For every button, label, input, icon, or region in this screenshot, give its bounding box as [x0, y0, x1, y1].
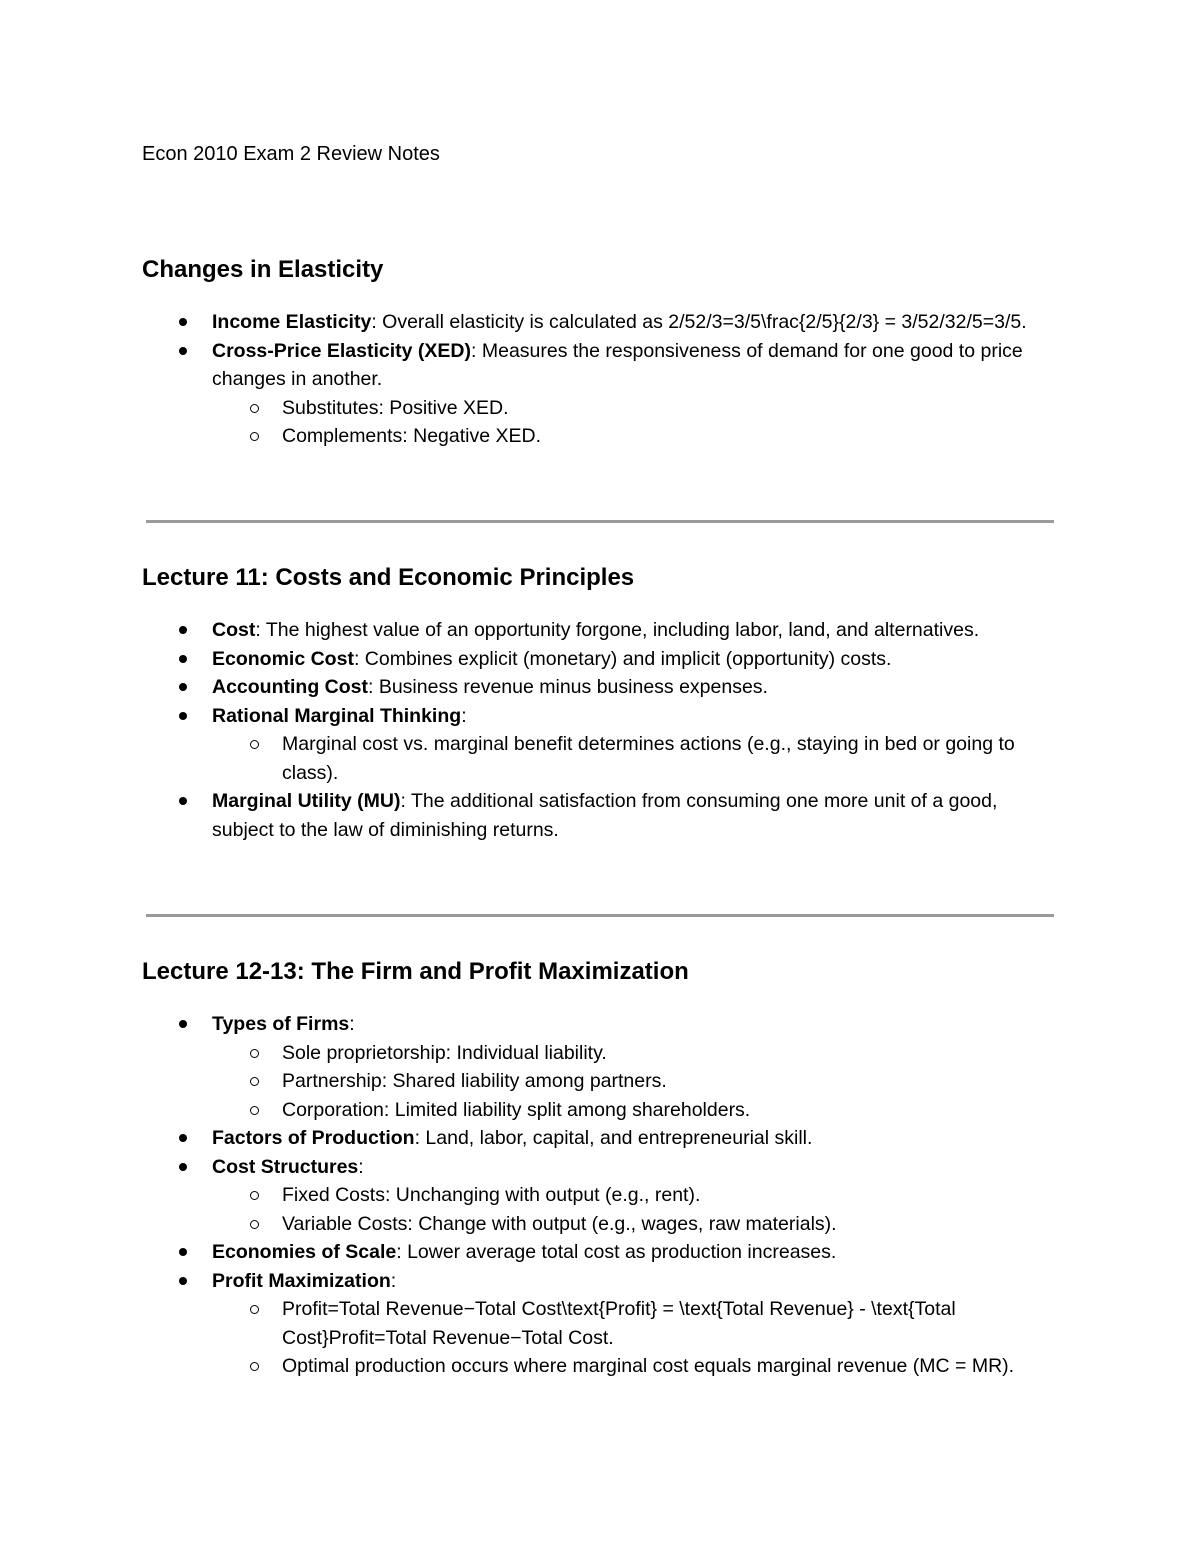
- sub-item: Marginal cost vs. marginal benefit determines actions (e.g., staying in bed or going to class).: [212, 730, 1058, 787]
- horizontal-divider: [146, 914, 1054, 917]
- sub-item: Complements: Negative XED.: [212, 422, 1058, 451]
- sub-list: [212, 1295, 1058, 1381]
- section-heading: Lecture 11: Costs and Economic Principles: [142, 564, 635, 591]
- definition: : Overall elasticity is calculated as 2/52/3=3/5\frac{2/5}{2/3} = 3/52/32/5=3/5.: [371, 311, 1027, 333]
- document-title: Econ 2010 Exam 2 Review Notes: [142, 143, 440, 165]
- sub-item: Substitutes: Positive XED.: [212, 394, 1058, 423]
- list-item: [142, 616, 1058, 645]
- section-changes-in-elasticity: [142, 254, 1058, 451]
- definition: :: [358, 1155, 364, 1178]
- bullet-list: [142, 308, 1058, 451]
- bullet-list: [142, 1010, 1058, 1381]
- sub-item: Partnership: Shared liability among partners.: [212, 1067, 1058, 1096]
- list-item: [142, 1153, 1058, 1239]
- term: Cost Structures: [212, 1155, 359, 1178]
- sub-item: Corporation: Limited liability split among shareholders.: [212, 1096, 1058, 1125]
- term: Economic Cost: [212, 647, 354, 670]
- definition: :: [390, 1269, 397, 1292]
- definition: :: [349, 1013, 355, 1035]
- definition: :: [461, 704, 467, 727]
- section-heading: Lecture 12-13: The Firm and Profit Maximization: [142, 958, 689, 985]
- list-item: [142, 787, 1058, 844]
- sub-list: [212, 394, 1058, 451]
- term: Accounting Cost: [212, 676, 368, 698]
- sub-list: [212, 730, 1058, 787]
- definition: : Measures the responsiveness of demand for one good to price changes in another.: [212, 339, 1023, 390]
- definition: : Business revenue minus business expenses.: [368, 676, 768, 698]
- definition: : Land, labor, capital, and entrepreneurial skill.: [414, 1127, 813, 1149]
- sub-list: [212, 1039, 1058, 1125]
- sub-item: Optimal production occurs where marginal cost equals marginal revenue (MC = MR).: [212, 1352, 1058, 1381]
- term: Profit Maximization: [212, 1269, 391, 1292]
- section-heading: Changes in Elasticity: [142, 256, 384, 283]
- sub-list: [212, 1181, 1058, 1238]
- sub-item: Profit=Total Revenue−Total Cost\text{Profit} = \text{Total Revenue} - \text{Total Cost}Profit=Total Revenue−Total Cost.: [212, 1295, 1058, 1352]
- list-item: [142, 673, 1058, 702]
- term: Cost: [212, 619, 256, 641]
- term: Factors of Production: [212, 1127, 415, 1149]
- term: Marginal Utility (MU): [212, 790, 401, 812]
- list-item: [142, 702, 1058, 788]
- definition: : Combines explicit (monetary) and implicit (opportunity) costs.: [353, 647, 892, 670]
- definition: : The highest value of an opportunity forgone, including labor, land, and alternatives.: [255, 619, 980, 641]
- term: Income Elasticity: [212, 311, 372, 333]
- term: Cross-Price Elasticity (XED): [212, 339, 472, 362]
- section-lecture-12-13: [142, 956, 1058, 1381]
- list-item: [142, 337, 1058, 451]
- horizontal-divider: [146, 520, 1054, 523]
- term: Types of Firms: [212, 1013, 350, 1035]
- list-item: [142, 1238, 1058, 1267]
- term: Economies of Scale: [212, 1241, 397, 1263]
- term: Rational Marginal Thinking: [212, 704, 462, 727]
- sub-item: Sole proprietorship: Individual liability.: [212, 1039, 1058, 1068]
- section-lecture-11: [142, 562, 1058, 844]
- list-item: [142, 1267, 1058, 1381]
- list-item: [142, 308, 1058, 337]
- list-item: [142, 1124, 1058, 1153]
- sub-item: Variable Costs: Change with output (e.g., wages, raw materials).: [212, 1210, 1058, 1239]
- definition: : The additional satisfaction from consuming one more unit of a good, subject to the law of diminishing returns.: [212, 790, 998, 841]
- definition: : Lower average total cost as production increases.: [396, 1241, 837, 1263]
- sub-item: Fixed Costs: Unchanging with output (e.g., rent).: [212, 1181, 1058, 1210]
- bullet-list: [142, 616, 1058, 844]
- list-item: [142, 645, 1058, 674]
- list-item: [142, 1010, 1058, 1124]
